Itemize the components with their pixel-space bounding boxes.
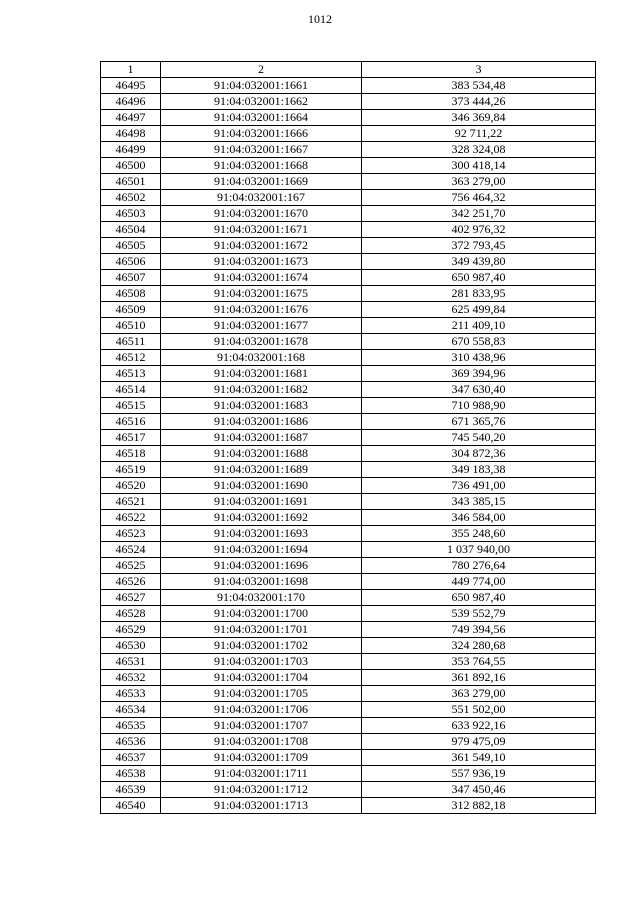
- cadastral-number: 91:04:032001:1682: [161, 382, 362, 398]
- row-number: 46509: [101, 302, 161, 318]
- cadastral-number: 91:04:032001:1706: [161, 702, 362, 718]
- row-number: 46526: [101, 574, 161, 590]
- cadastral-value: 346 584,00: [362, 510, 596, 526]
- cadastral-number: 91:04:032001:1702: [161, 638, 362, 654]
- row-number: 46507: [101, 270, 161, 286]
- row-number: 46523: [101, 526, 161, 542]
- table-row: [101, 302, 596, 318]
- table-body: [101, 78, 596, 814]
- cadastral-number: 91:04:032001:1711: [161, 766, 362, 782]
- table-header-row: [101, 62, 596, 78]
- cadastral-number: 91:04:032001:1701: [161, 622, 362, 638]
- cadastral-number: 91:04:032001:1691: [161, 494, 362, 510]
- cadastral-value: 211 409,10: [362, 318, 596, 334]
- cadastral-number: 91:04:032001:1672: [161, 238, 362, 254]
- table-row: [101, 478, 596, 494]
- cadastral-number: 91:04:032001:1689: [161, 462, 362, 478]
- cadastral-value: 625 499,84: [362, 302, 596, 318]
- cadastral-value: 539 552,79: [362, 606, 596, 622]
- cadastral-number: 91:04:032001:1669: [161, 174, 362, 190]
- cadastral-number: 91:04:032001:1707: [161, 718, 362, 734]
- cadastral-number: 91:04:032001:1683: [161, 398, 362, 414]
- table-row: [101, 430, 596, 446]
- cadastral-number: 91:04:032001:1675: [161, 286, 362, 302]
- cadastral-number: 91:04:032001:1712: [161, 782, 362, 798]
- row-number: 46519: [101, 462, 161, 478]
- cadastral-value: 353 764,55: [362, 654, 596, 670]
- table-row: [101, 654, 596, 670]
- table-row: [101, 206, 596, 222]
- row-number: 46530: [101, 638, 161, 654]
- cadastral-value: 1 037 940,00: [362, 542, 596, 558]
- cadastral-value: 363 279,00: [362, 686, 596, 702]
- table-row: [101, 126, 596, 142]
- cadastral-number: 91:04:032001:1664: [161, 110, 362, 126]
- cadastral-value: 312 882,18: [362, 798, 596, 814]
- cadastral-number: 91:04:032001:1708: [161, 734, 362, 750]
- table-row: [101, 782, 596, 798]
- row-number: 46535: [101, 718, 161, 734]
- cadastral-value: 756 464,32: [362, 190, 596, 206]
- table-row: [101, 78, 596, 94]
- row-number: 46528: [101, 606, 161, 622]
- row-number: 46517: [101, 430, 161, 446]
- cadastral-number: 91:04:032001:1700: [161, 606, 362, 622]
- table-row: [101, 638, 596, 654]
- row-number: 46499: [101, 142, 161, 158]
- table-row: [101, 606, 596, 622]
- table-row: [101, 702, 596, 718]
- cadastral-number: 91:04:032001:170: [161, 590, 362, 606]
- row-number: 46538: [101, 766, 161, 782]
- cadastral-value: 343 385,15: [362, 494, 596, 510]
- cadastral-number: 91:04:032001:1698: [161, 574, 362, 590]
- table-row: [101, 414, 596, 430]
- table-row: [101, 750, 596, 766]
- cadastral-value: 300 418,14: [362, 158, 596, 174]
- cadastral-value: 328 324,08: [362, 142, 596, 158]
- cadastral-number: 91:04:032001:1690: [161, 478, 362, 494]
- cadastral-value: 449 774,00: [362, 574, 596, 590]
- table-row: [101, 574, 596, 590]
- table-row: [101, 94, 596, 110]
- table-row: [101, 542, 596, 558]
- table-row: [101, 382, 596, 398]
- cadastral-value: 310 438,96: [362, 350, 596, 366]
- cadastral-number: 91:04:032001:1677: [161, 318, 362, 334]
- cadastral-number: 91:04:032001:1704: [161, 670, 362, 686]
- cadastral-value: 650 987,40: [362, 270, 596, 286]
- cadastral-value: 670 558,83: [362, 334, 596, 350]
- cadastral-value: 780 276,64: [362, 558, 596, 574]
- cadastral-value: 324 280,68: [362, 638, 596, 654]
- row-number: 46531: [101, 654, 161, 670]
- cadastral-number: 91:04:032001:1694: [161, 542, 362, 558]
- row-number: 46532: [101, 670, 161, 686]
- table-row: [101, 766, 596, 782]
- cadastral-number: 91:04:032001:1670: [161, 206, 362, 222]
- row-number: 46513: [101, 366, 161, 382]
- cadastral-value: 361 549,10: [362, 750, 596, 766]
- cadastral-value: 633 922,16: [362, 718, 596, 734]
- row-number: 46529: [101, 622, 161, 638]
- cadastral-value: 347 630,40: [362, 382, 596, 398]
- cadastral-value: 372 793,45: [362, 238, 596, 254]
- registry-table: [100, 61, 596, 814]
- row-number: 46514: [101, 382, 161, 398]
- cadastral-number: 91:04:032001:1668: [161, 158, 362, 174]
- table-row: [101, 222, 596, 238]
- cadastral-number: 91:04:032001:1671: [161, 222, 362, 238]
- row-number: 46505: [101, 238, 161, 254]
- table-row: [101, 686, 596, 702]
- cadastral-number: 91:04:032001:1681: [161, 366, 362, 382]
- row-number: 46497: [101, 110, 161, 126]
- table-row: [101, 350, 596, 366]
- table-row: [101, 590, 596, 606]
- row-number: 46495: [101, 78, 161, 94]
- cadastral-value: 355 248,60: [362, 526, 596, 542]
- row-number: 46539: [101, 782, 161, 798]
- table-row: [101, 446, 596, 462]
- row-number: 46534: [101, 702, 161, 718]
- table-row: [101, 398, 596, 414]
- table-row: [101, 174, 596, 190]
- cadastral-value: 749 394,56: [362, 622, 596, 638]
- row-number: 46498: [101, 126, 161, 142]
- cadastral-number: 91:04:032001:1696: [161, 558, 362, 574]
- cadastral-value: 304 872,36: [362, 446, 596, 462]
- table-row: [101, 158, 596, 174]
- table-row: [101, 622, 596, 638]
- table-row: [101, 286, 596, 302]
- header-col-1: 1: [101, 62, 161, 78]
- row-number: 46500: [101, 158, 161, 174]
- table-row: [101, 718, 596, 734]
- cadastral-number: 91:04:032001:1667: [161, 142, 362, 158]
- cadastral-number: 91:04:032001:1705: [161, 686, 362, 702]
- table-row: [101, 510, 596, 526]
- cadastral-value: 349 439,80: [362, 254, 596, 270]
- row-number: 46524: [101, 542, 161, 558]
- cadastral-number: 91:04:032001:1662: [161, 94, 362, 110]
- cadastral-value: 361 892,16: [362, 670, 596, 686]
- cadastral-value: 551 502,00: [362, 702, 596, 718]
- cadastral-number: 91:04:032001:1692: [161, 510, 362, 526]
- cadastral-number: 91:04:032001:1709: [161, 750, 362, 766]
- table-row: [101, 670, 596, 686]
- cadastral-value: 349 183,38: [362, 462, 596, 478]
- cadastral-value: 557 936,19: [362, 766, 596, 782]
- cadastral-value: 736 491,00: [362, 478, 596, 494]
- row-number: 46525: [101, 558, 161, 574]
- cadastral-number: 91:04:032001:1678: [161, 334, 362, 350]
- cadastral-number: 91:04:032001:1686: [161, 414, 362, 430]
- table-row: [101, 238, 596, 254]
- row-number: 46537: [101, 750, 161, 766]
- cadastral-number: 91:04:032001:1673: [161, 254, 362, 270]
- table-row: [101, 366, 596, 382]
- cadastral-number: 91:04:032001:1687: [161, 430, 362, 446]
- row-number: 46516: [101, 414, 161, 430]
- cadastral-number: 91:04:032001:1666: [161, 126, 362, 142]
- cadastral-value: 745 540,20: [362, 430, 596, 446]
- row-number: 46496: [101, 94, 161, 110]
- table-row: [101, 270, 596, 286]
- cadastral-value: 92 711,22: [362, 126, 596, 142]
- row-number: 46502: [101, 190, 161, 206]
- row-number: 46512: [101, 350, 161, 366]
- cadastral-number: 91:04:032001:168: [161, 350, 362, 366]
- header-col-3: 3: [362, 62, 596, 78]
- cadastral-number: 91:04:032001:167: [161, 190, 362, 206]
- page-number: 1012: [308, 12, 332, 26]
- table-row: [101, 526, 596, 542]
- row-number: 46527: [101, 590, 161, 606]
- table-row: [101, 798, 596, 814]
- row-number: 46501: [101, 174, 161, 190]
- cadastral-value: 671 365,76: [362, 414, 596, 430]
- cadastral-value: 710 988,90: [362, 398, 596, 414]
- cadastral-value: 373 444,26: [362, 94, 596, 110]
- table-row: [101, 254, 596, 270]
- table-row: [101, 334, 596, 350]
- row-number: 46540: [101, 798, 161, 814]
- cadastral-value: 369 394,96: [362, 366, 596, 382]
- cadastral-number: 91:04:032001:1693: [161, 526, 362, 542]
- table-row: [101, 558, 596, 574]
- cadastral-number: 91:04:032001:1713: [161, 798, 362, 814]
- row-number: 46520: [101, 478, 161, 494]
- cadastral-value: 281 833,95: [362, 286, 596, 302]
- table-row: [101, 734, 596, 750]
- row-number: 46533: [101, 686, 161, 702]
- row-number: 46536: [101, 734, 161, 750]
- row-number: 46508: [101, 286, 161, 302]
- cadastral-value: 383 534,48: [362, 78, 596, 94]
- cadastral-value: 979 475,09: [362, 734, 596, 750]
- row-number: 46518: [101, 446, 161, 462]
- cadastral-value: 650 987,40: [362, 590, 596, 606]
- cadastral-value: 346 369,84: [362, 110, 596, 126]
- row-number: 46511: [101, 334, 161, 350]
- row-number: 46521: [101, 494, 161, 510]
- row-number: 46510: [101, 318, 161, 334]
- header-col-2: 2: [161, 62, 362, 78]
- table-row: [101, 318, 596, 334]
- cadastral-value: 402 976,32: [362, 222, 596, 238]
- cadastral-number: 91:04:032001:1703: [161, 654, 362, 670]
- row-number: 46504: [101, 222, 161, 238]
- row-number: 46503: [101, 206, 161, 222]
- table-row: [101, 190, 596, 206]
- table-row: [101, 142, 596, 158]
- table-row: [101, 494, 596, 510]
- cadastral-number: 91:04:032001:1661: [161, 78, 362, 94]
- table-row: [101, 110, 596, 126]
- cadastral-number: 91:04:032001:1674: [161, 270, 362, 286]
- cadastral-number: 91:04:032001:1688: [161, 446, 362, 462]
- table-row: [101, 462, 596, 478]
- row-number: 46522: [101, 510, 161, 526]
- row-number: 46506: [101, 254, 161, 270]
- cadastral-value: 347 450,46: [362, 782, 596, 798]
- row-number: 46515: [101, 398, 161, 414]
- cadastral-number: 91:04:032001:1676: [161, 302, 362, 318]
- cadastral-value: 363 279,00: [362, 174, 596, 190]
- cadastral-value: 342 251,70: [362, 206, 596, 222]
